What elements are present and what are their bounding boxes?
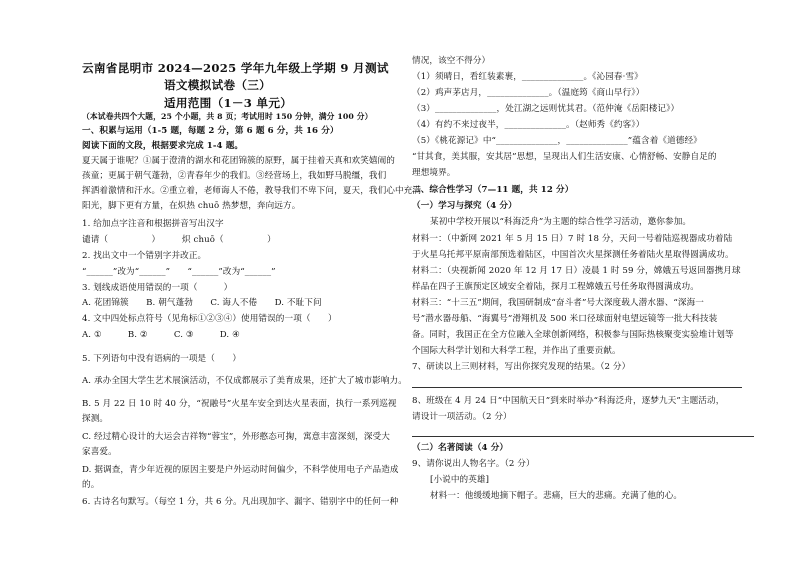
material-2: 材料二：（央视新闻 2020 年 12 月 17 日）凌晨 1 时 59 分，嫦娥五号返回器携月球 xyxy=(412,266,741,276)
exam-title: 云南省昆明市 2024—2025 学年九年级上学期 9 月测试 xyxy=(82,61,389,75)
answer-line-8 xyxy=(412,436,754,437)
passage-line-2: 孩童；更属于朝气蓬勃，②青春年少的我们。③经营场上，我如野马脱缰，我们 xyxy=(82,171,387,181)
poem-blank-5-cont: “甘其食，美其服，安其居”思想，呈现出人们生活安康、心情舒畅、安静自足的 xyxy=(412,152,717,162)
subsection-2-heading: （二）名著阅读（4 分） xyxy=(412,443,509,453)
question-6: 6. 古诗名句默写。（每空 1 分，共 6 分。凡出现加字、漏字、错别字中的任何一种 xyxy=(82,497,399,507)
question-7: 7、研读以上三则材料，写出你探究发现的结果。（2 分） xyxy=(412,362,631,372)
exam-subtitle: 语文模拟试卷（三） xyxy=(164,78,272,92)
activity-intro: 某初中学校开展以“科海泛舟”为主题的综合性学习活动，邀你参加。 xyxy=(430,217,692,227)
answer-line-7 xyxy=(412,387,742,388)
poem-blank-1: （1）须晴日，看红装素裹，______________。《沁园春·雪》 xyxy=(412,72,643,82)
question-1-blanks: 谴请（ ） 炽 chuō（ ） xyxy=(82,235,276,245)
question-5-option-c: C. 经过精心设计的大运会吉祥物“蓉宝”，外形憨态可掬，寓意丰富深刻，深受大 xyxy=(82,432,390,442)
question-5-option-a: A. 承办全国大学生艺术展演活动，不仅成都展示了美育成果，还扩大了城市影响力。 xyxy=(82,376,407,386)
poem-blank-4: （4）有约不来过夜半，______________。（赵师秀《约客》） xyxy=(412,120,645,130)
passage-line-1: 夏天属于谁呢？①属于澄清的湖水和花团锦簇的原野，属于挂着天真和欢笑嬉闹的 xyxy=(82,156,395,166)
question-8: 8、班级在 4 月 24 日“中国航天日”到来时举办“科海泛舟，逐梦九天”主题活动， xyxy=(412,396,725,406)
question-1: 1. 给加点字注音和根据拼音写出汉字 xyxy=(82,219,224,229)
material-3-cont-3: 个国际大科学计划和大科学工程，并作出了重要贡献。 xyxy=(412,346,621,356)
section-1-heading: 一、积累与运用（1-5 题，每题 2 分，第 6 题 6 分，共 16 分） xyxy=(82,126,339,136)
question-4-options: A. ① B. ② C. ③ D. ④ xyxy=(82,330,240,340)
material-2-cont: 样品在四子王旗预定区域安全着陆，探月工程嫦娥五号任务取得圆满成功。 xyxy=(412,282,699,292)
question-5-option-c-cont: 家喜爱。 xyxy=(82,447,117,457)
question-9-material-1: 材料一：他缓缓地摘下帽子。悲痛，巨大的悲痛。充满了他的心。 xyxy=(430,491,683,501)
question-9: 9、请你说出人物名字。（2 分） xyxy=(412,459,535,469)
question-3-options: A. 花团锦簇 B. 朝气蓬勃 C. 诲人不倦 D. 不耻下问 xyxy=(82,298,322,308)
hero-tag: [小说中的英雄] xyxy=(430,475,490,485)
section-2-heading: 二、综合性学习（7—11 题，共 12 分） xyxy=(412,185,574,195)
poem-blank-2: （2）鸡声茅店月，______________。（温庭筠《商山早行》） xyxy=(412,88,645,98)
material-3: 材料三：“十三五”期间，我国研制成“奋斗者”号大深度载人潜水器、“深海一 xyxy=(412,298,704,308)
exam-note: （本试卷共四个大题，25 个小题，共 8 页；考试用时 150 分钟，满分 100 分） xyxy=(82,112,373,121)
exam-scope: 适用范围（1－3 单元） xyxy=(164,96,293,110)
question-5-option-d: D. 据调查，青少年近视的原因主要是户外运动时间偏少，不科学使用电子产品造成 xyxy=(82,465,399,475)
poem-blank-5: （5）《桃花源记》中“______________，______________”蕴含着《道德经》 xyxy=(412,136,702,146)
poem-blank-5-end: 理想境界。 xyxy=(412,168,456,178)
material-1: 材料一：（中新网 2021 年 5 月 15 日）7 时 18 分，天问一号着陆巡视器成功着陆 xyxy=(412,234,733,244)
material-1-cont: 于火星乌托邦平原南部预选着陆区，中国首次火星探测任务着陆火星取得圆满成功。 xyxy=(412,250,734,260)
subsection-1-heading: （一）学习与探究（4 分） xyxy=(412,201,517,211)
passage-intro: 阅读下面的文段，根据要求完成 1-4 题。 xyxy=(82,141,244,151)
question-2-blanks: “______”改为“______” “______”改为“______” xyxy=(82,267,276,277)
question-5-option-b-cont: 探测。 xyxy=(82,414,109,424)
material-3-cont-1: 号”潜水器母船、“海翼号”滑翔机及 500 米口径球面射电望远镜等一批大科技装 xyxy=(412,314,718,324)
question-2: 2. 找出文中一个错别字并改正。 xyxy=(82,251,207,261)
material-3-cont-2: 备。同时，我国正在全方位融入全球创新网络，积极参与国际热核聚变实验堆计划等 xyxy=(412,330,734,340)
question-4: 4. 文中四处标点符号（见角标①②③④）使用错误的一项（ ） xyxy=(82,314,337,324)
question-5-option-d-cont: 的。 xyxy=(82,480,100,490)
poem-blank-3: （3）______________，处江湖之远则忧其君。（范仲淹《岳阳楼记》） xyxy=(412,104,680,114)
question-8-cont: 请设计一项活动。（2 分） xyxy=(412,412,512,422)
passage-line-3: 挥洒着激情和汗水。②重立着，老师诲人不倦，教导我们不卑下问，夏天，我们心中充满 xyxy=(82,186,422,196)
question-5: 5. 下列语句中没有语病的一项是（ ） xyxy=(82,354,242,364)
passage-line-4: 阳光，脚下更有方量，在炽热 chuō 热梦想，奔向远方。 xyxy=(82,201,301,211)
question-3: 3. 划线成语使用错误的一项（ ） xyxy=(82,283,233,293)
q6-continued: 情况，该空不得分） xyxy=(412,56,491,66)
question-5-option-b: B. 5 月 22 日 10 时 40 分，“祝融号”火星车安全到达火星表面，执行一系列巡视 xyxy=(82,399,397,409)
